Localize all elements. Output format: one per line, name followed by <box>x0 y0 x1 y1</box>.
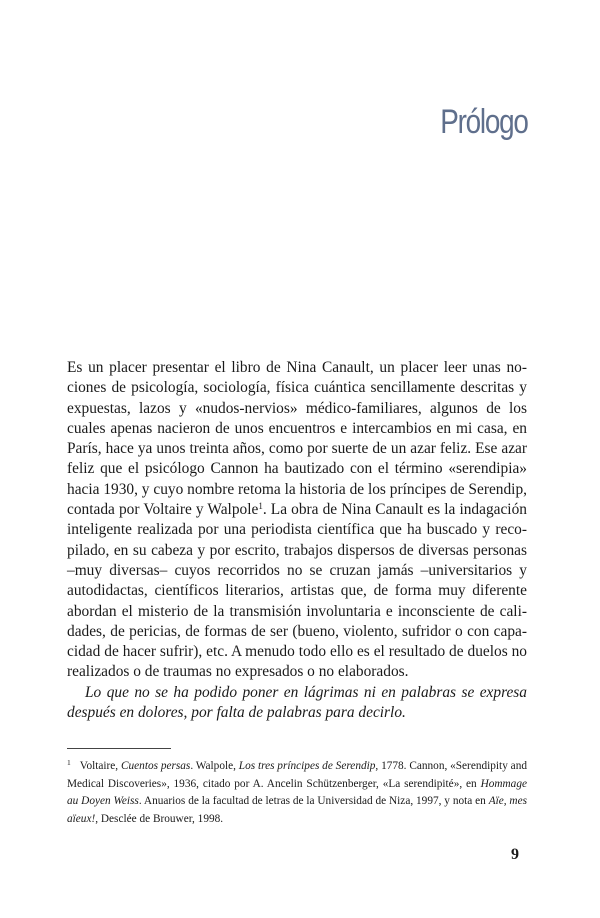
paragraph <box>67 358 527 683</box>
footnote-title: Hommage au Doyen Weiss <box>67 777 527 808</box>
chapter-title: Prólogo <box>440 102 528 141</box>
footnote-fragment: , Desclée de Brouwer, 1998. <box>95 812 224 825</box>
footnote-number: 1 <box>67 758 71 767</box>
footnote-reference[interactable]: 1 <box>258 501 263 512</box>
page-number: 9 <box>511 846 519 863</box>
footnote-fragment: , 1778. Cannon, «Serendipity and Medical Discoveries», 1936, citado por A. Ancelin Schützenberger, «La serendipité», en <box>67 760 527 790</box>
footnote-title: Aïe, mes aïeux! <box>67 795 528 825</box>
body-text <box>67 358 527 723</box>
paragraph-text: Es un placer presentar el libro de Nina Canault, un placer leer unas nociones de psicología, sociología, física cuántica sencillamente descritas y expuestas, lazos y «nudos-nervios» médico-familiares, algunos de los cuales apenas nacieron de unos encuentros e intercambios en mi casa, en París, hace ya unos treinta años, como por suerte de un azar feliz. Ese azar feliz que el psicólogo Cannon ha bautizado con el término «serendipia» hacia 1930, y cuyo nombre retoma la historia de los príncipes de Serendip, contada por Voltaire y Walpole <box>67 359 527 519</box>
footnote-fragment: . Anuarios de la facultad de letras de la Universidad de Niza, 1997, y nota en <box>138 795 489 808</box>
footnote-title: Cuentos persas <box>120 760 191 772</box>
footnote-text <box>67 754 527 828</box>
paragraph-text-continued: . La obra de Nina Canault es la indagación inteligente realizada por una periodista científica que ha buscado y recopilado, en su cabeza y por escrito, trabajos dispersos de diversas personas –muy diversas– cuyos recorridos no se cruzan jamás –universitarios y autodidactas, científicos literarios, artistas que, de forma muy diferente abordan el misterio de la transmisión involuntaria e inconsciente de calidades, de pericias, de formas de ser (bueno, violento, sufridor o con capacidad de hacer sufrir), etc. A menudo todo ello es el resultado de duelos no realizados o de traumas no expresados o no elaborados. <box>67 501 527 681</box>
footnote-fragment: Voltaire, <box>79 760 121 772</box>
footnote-divider <box>67 748 171 749</box>
footnote <box>67 754 527 828</box>
italic-quote-paragraph <box>67 683 527 724</box>
italic-quote: Lo que no se ha podido poner en lágrimas ni en palabras se expresa después en dolores, por falta de palabras para decirlo. <box>67 683 527 722</box>
footnote-fragment: . Walpole, <box>190 760 239 772</box>
footnote-title: Los tres príncipes de Serendip <box>238 760 376 772</box>
